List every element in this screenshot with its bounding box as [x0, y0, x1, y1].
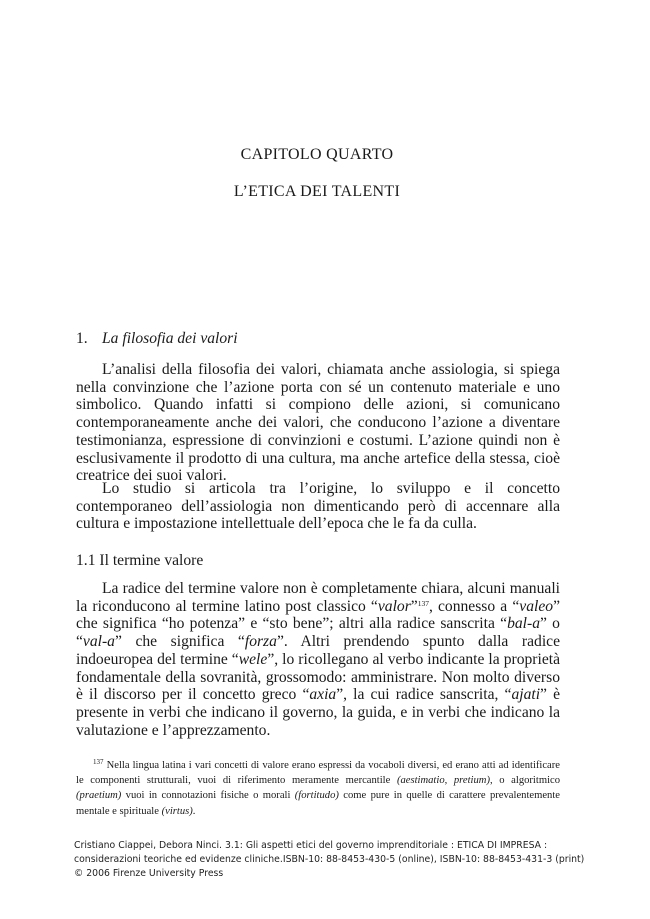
- chapter-label: CAPITOLO QUARTO: [240, 146, 394, 163]
- body-paragraph: [76, 580, 560, 739]
- paragraph-text: La radice del termine valore non è completamente chiara, alcuni manuali la riconducono al termine latino post classico “valor”$^{137}$, connesso a “valeo” che significa “ho potenza” e “sto bene”; altri alla radice sanscrita “bal-a” o “val-a” che significa “forza”. Altri prendendo spunto dalla radice indoeuropea del termine “wele”, lo ricollegano al verbo indicante la proprietà fondamentale della sovranità, grossomodo: amministrare. Non molto diverso è il discorso per il concetto greco “axia”, la cui radice sanscrita, “ajati” è presente in verbi che indicano il governo, la guida, e in verbi che indicano la valutazione e l’apprezzamento.: [76, 580, 560, 739]
- paragraph-text: Lo studio si articola tra l’origine, lo sviluppo e il concetto contemporaneo dell’assiologia non dimenticando però di accennare alla cultura e impostazione intellettuale dell’epoca che le fa da culla.: [76, 480, 560, 533]
- body-paragraph: [76, 361, 560, 485]
- footnote-text: $^{137}$ Nella lingua latina i vari concetti di valore erano espressi da vocaboli diversi, ed erano atti ad identificare le componenti strutturali, vuoi di riferimento meramente mercantile (aestimatio, pretium), o algoritmico (praetium) vuoi in connotazioni fisiche o morali (fortitudo) come pure in quelle di carattere prevalentemente mentale e spirituale (virtus).: [76, 758, 561, 817]
- credits-line: considerazioni teoriche ed evidenze cliniche.ISBN-10: 88-8453-430-5 (online), ISBN-10: 88-8453-431-3 (print): [74, 854, 585, 865]
- credits-line: Cristiano Ciappei, Debora Ninci. 3.1: Gli aspetti etici del governo imprenditoriale : ETICA DI IMPRESA :: [74, 840, 548, 851]
- section-number: 1.: [76, 330, 88, 347]
- section-heading: [76, 330, 560, 348]
- publication-credits: [74, 839, 594, 881]
- section-title: La filosofia dei valori: [102, 330, 238, 347]
- paragraph-text: L’analisi della filosofia dei valori, chiamata anche assiologia, si spiega nella convinzione che l’azione porta con sé un contenuto materiale e uno simbolico. Quando infatti si compiono delle azioni, si comunicano contemporaneamente anche dei valori, che conducono l’azione a diventare testimonianza, espressione di convinzioni e costumi. L’azione quindi non è esclusivamente il prodotto di una cultura, ma anche artefice della stessa, cioè creatrice dei suoi valori.: [76, 361, 560, 485]
- footnote-number: 137: [93, 758, 104, 766]
- copyright-line: © 2006 Firenze University Press: [74, 868, 224, 879]
- body-paragraph: [76, 480, 560, 533]
- chapter-title: L’ETICA DEI TALENTI: [233, 183, 401, 200]
- subsection-heading: 1.1 Il termine valore: [76, 552, 204, 569]
- footnote-reference[interactable]: 137: [417, 598, 429, 608]
- footnote: [76, 758, 560, 819]
